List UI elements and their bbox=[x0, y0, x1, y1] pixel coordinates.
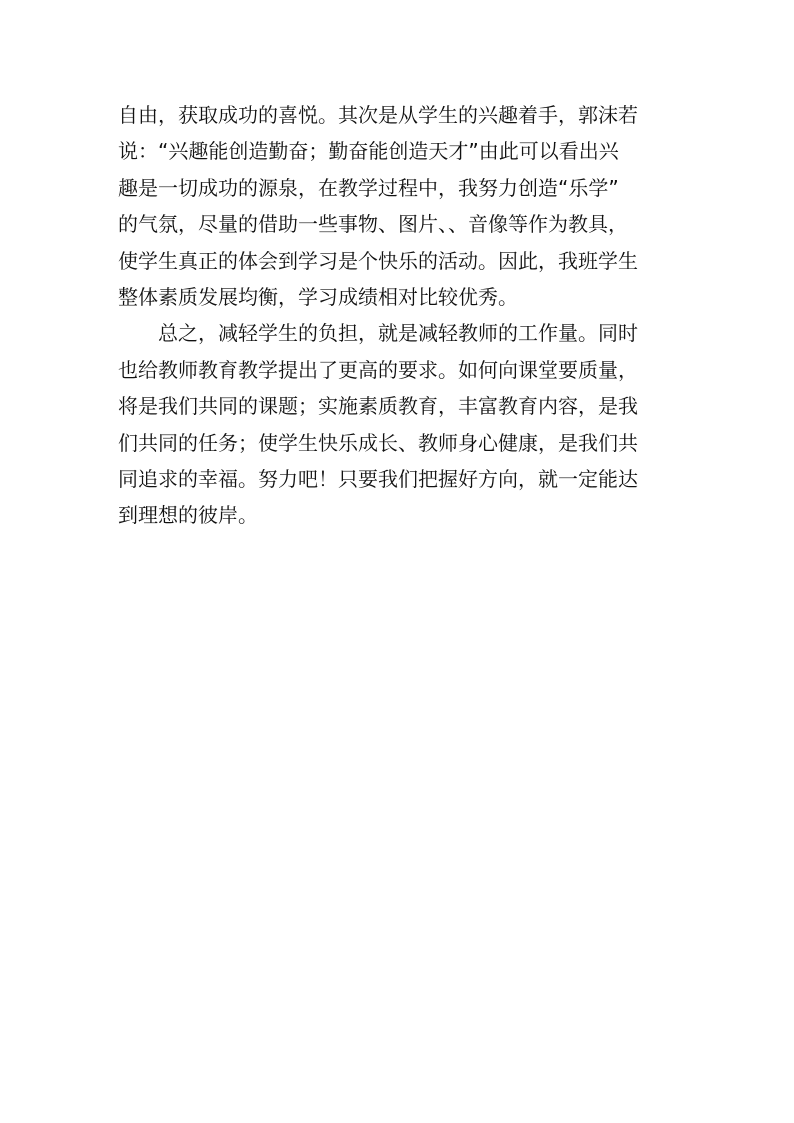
text-line: 趣是一切成功的源泉，在教学过程中，我努力创造“乐学” bbox=[118, 175, 619, 200]
text-line: 也给教师教育教学提出了更高的要求。如何向课堂要质量， bbox=[118, 357, 638, 382]
text-line: 的气氛，尽量的借助一些事物、图片、、音像等作为教具， bbox=[118, 212, 628, 237]
text-line: 自由，获取成功的喜悦。其次是从学生的兴趣着手，郭沫若 bbox=[118, 103, 638, 127]
text-line: 总之，减轻学生的负担，就是减轻教师的工作量。同时 bbox=[158, 321, 638, 346]
paragraph-1 bbox=[118, 97, 688, 315]
text-line: 说：“兴趣能创造勤奋；勤奋能创造天才”由此可以看出兴 bbox=[118, 139, 619, 164]
text-line: 使学生真正的体会到学习是个快乐的活动。因此，我班学生 bbox=[118, 248, 638, 273]
text-line: 整体素质发展均衡，学习成绩相对比较优秀。 bbox=[118, 284, 518, 309]
text-line: 到理想的彼岸。 bbox=[118, 503, 258, 528]
text-line: 将是我们共同的课题；实施素质教育，丰富教育内容，是我 bbox=[118, 394, 638, 419]
text-line: 们共同的任务；使学生快乐成长、教师身心健康，是我们共 bbox=[118, 430, 638, 455]
paragraph-2 bbox=[118, 315, 688, 533]
body-text bbox=[118, 97, 688, 534]
text-line: 同追求的幸福。努力吧！只要我们把握好方向，就一定能达 bbox=[118, 466, 638, 491]
